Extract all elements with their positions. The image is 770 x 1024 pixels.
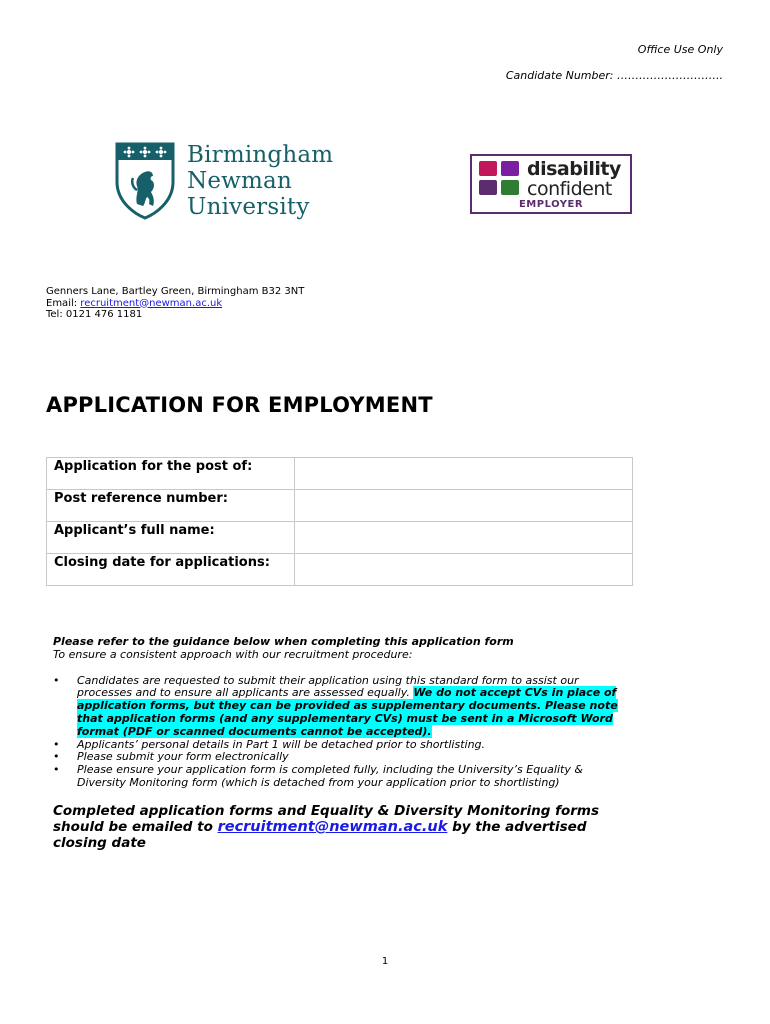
highlighted-notice: We do not accept CVs in place of application forms, but they can be provided as supplementary documents. Please note that application forms (and any supplementary CVs) must be sent in a Microsoft Word format (PDF or scanned documents cannot be accepted). [77,686,618,738]
bullet-icon: • [53,737,60,751]
bullet-icon: • [53,673,60,687]
disability-confident-badge [470,154,632,214]
logo-line-3: University [187,194,310,220]
post-input[interactable] [295,458,633,490]
closing-date-label: Closing date for applications: [47,554,295,586]
page-number: 1 [381,956,389,967]
closing-text-after: by the advertised closing date [53,819,587,851]
email-line [46,298,304,310]
full-name-input[interactable] [295,522,633,554]
reference-input[interactable] [295,490,633,522]
logo-line-1: Birmingham [187,142,334,168]
closing-email-link[interactable]: recruitment@newman.ac.uk [217,819,448,835]
closing-date-input[interactable] [295,554,633,586]
address-block [46,286,304,321]
email-link[interactable]: recruitment@newman.ac.uk [80,297,223,309]
email-label: Email: [46,297,81,309]
guidance-section [53,636,633,790]
people-icon [479,161,497,176]
candidate-number-field: Candidate Number: ……………………….. [505,69,723,82]
badge-word-disability: disability [527,158,621,180]
table-row [47,554,633,586]
address-line: Genners Lane, Bartley Green, Birmingham B32 3NT [46,286,305,297]
bullet-icon: • [53,750,60,764]
post-label: Application for the post of: [47,458,295,490]
bullet-icon: • [53,763,60,777]
shield-crest-icon [115,142,175,220]
list-item [53,675,633,739]
page-title: APPLICATION FOR EMPLOYMENT [46,393,433,417]
table-row [47,458,633,490]
table-row [47,490,633,522]
university-name [187,142,333,220]
bullet-text: Please ensure your application form is completed fully, including the University’s Equality & Diversity Monitoring form (which is detached from your application prior to shortlisting) [77,763,583,789]
bullet-text: Applicants’ personal details in Part 1 will be detached prior to shortlisting. [77,737,486,751]
guidance-intro: To ensure a consistent approach with our recruitment procedure: [53,647,413,661]
university-logo [115,142,365,222]
person-check-icon [501,180,519,195]
bullet-text: Candidates are requested to submit their application using this standard form to assist our processes and to ensure all applicants are assessed equally. [77,673,579,700]
closing-text-before: Completed application forms and Equality & Diversity Monitoring forms should be emailed to [53,803,600,835]
lock-icon [479,180,497,195]
bullet-text: Please submit your form electronically [77,750,289,764]
badge-employer: EMPLOYER [518,199,584,210]
full-name-label: Applicant’s full name: [47,522,295,554]
application-details-table [46,457,633,586]
guidance-heading: Please refer to the guidance below when completing this application form [53,635,514,648]
closing-instructions [53,803,613,851]
badge-word-confident: confident [527,178,612,200]
office-use-label: Office Use Only [637,43,723,56]
list-item [53,764,633,790]
tel-line: Tel: 0121 476 1181 [46,309,143,320]
guidance-list [53,675,633,790]
reference-label: Post reference number: [47,490,295,522]
logo-line-2: Newman [187,168,292,194]
table-row [47,522,633,554]
chart-icon [501,161,519,176]
